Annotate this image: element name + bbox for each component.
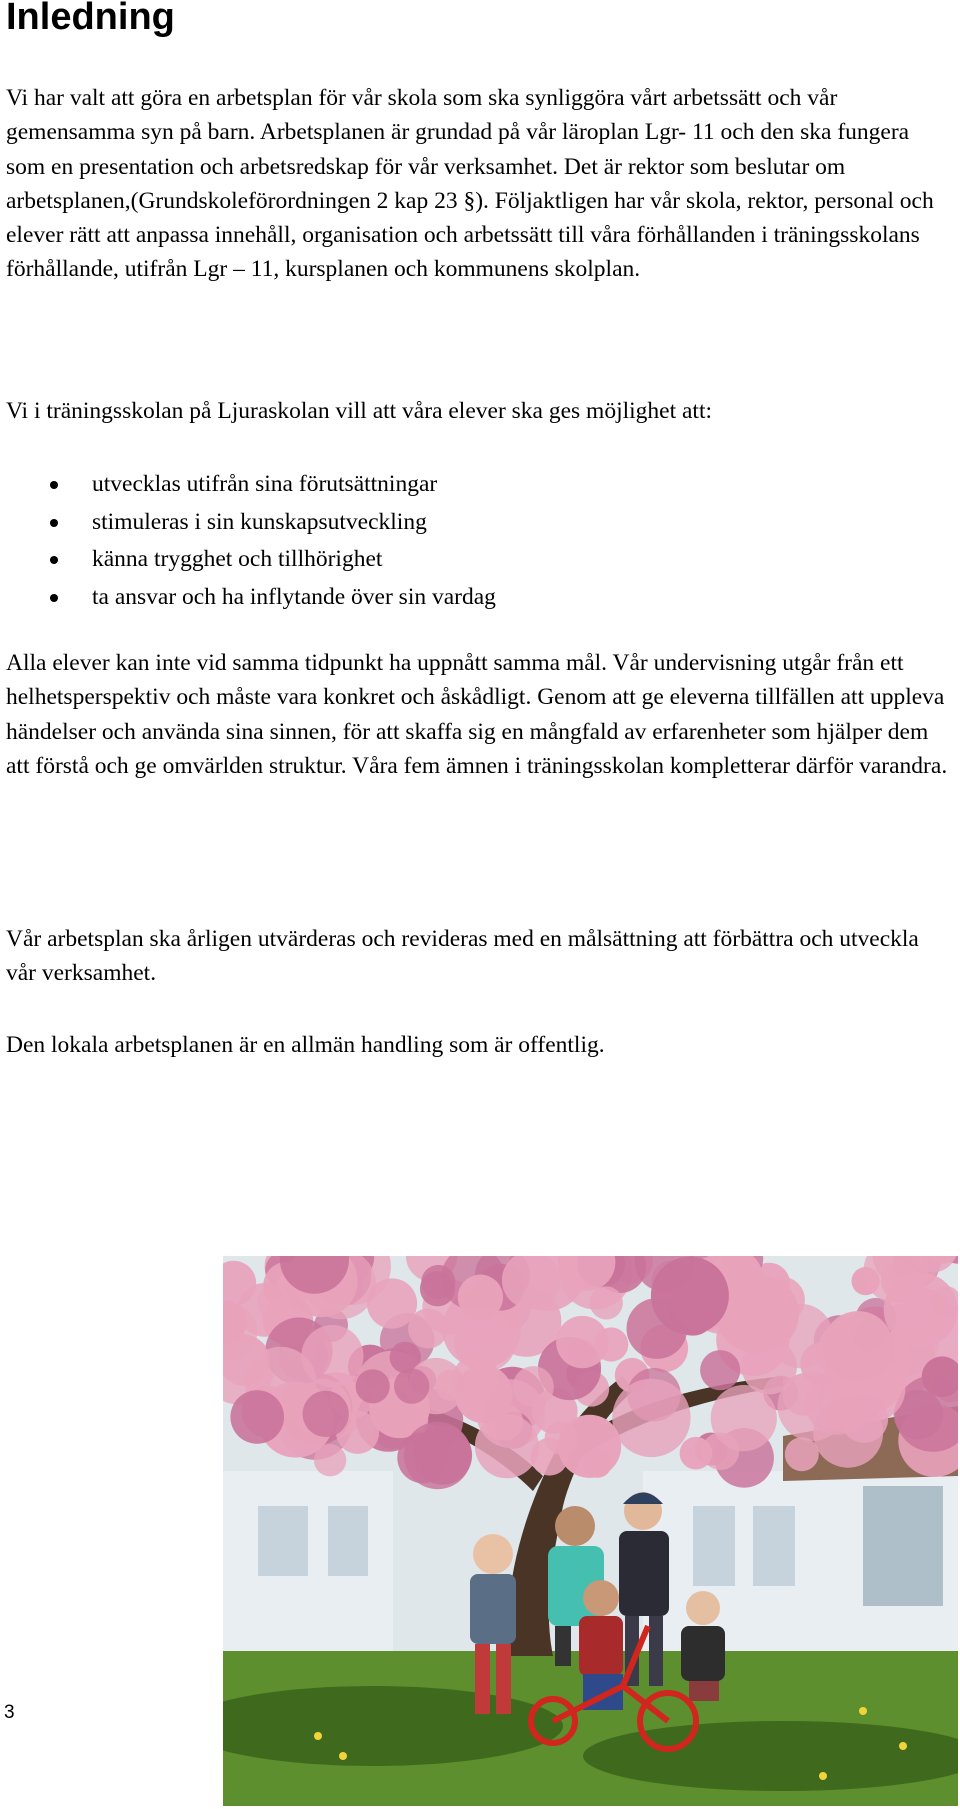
blossom-cluster	[813, 1398, 883, 1468]
goal-text: ta ansvar och ha inflytande över sin vardag	[92, 583, 496, 610]
bullet-icon	[50, 481, 58, 489]
blossom-cluster	[356, 1369, 390, 1403]
bullet-icon	[50, 594, 58, 602]
blossom-cluster	[420, 1271, 455, 1306]
blossom-cluster	[556, 1316, 608, 1368]
page-title: Inledning	[6, 0, 175, 38]
bullet-icon	[50, 519, 58, 527]
goals-intro-paragraph: Vi i träningsskolan på Ljuraskolan vill att våra elever ska ges möjlighet att:	[6, 398, 713, 424]
children-under-cherry-tree-image	[223, 1256, 958, 1806]
blossom-cluster	[590, 1286, 623, 1319]
blossom-cluster	[711, 1385, 777, 1451]
blossom-cluster	[680, 1437, 713, 1470]
goal-text: stimuleras i sin kunskapsutveckling	[92, 508, 427, 535]
school-photo	[223, 1256, 958, 1806]
blossom-cluster	[700, 1350, 740, 1390]
list-item	[0, 579, 496, 617]
teaching-paragraph: Alla elever kan inte vid samma tidpunkt ha uppnått samma mål. Vår undervisning utgår från ett helhetsperspektiv och måste vara konkret och åskådligt. Genom att ge eleverna tillfällen att uppleva händelser och använda sina sinnen, för att skaffa sig en mångfald av erfarenheter som hjälper dem att förstå och ge omvärlden struktur. Våra fem ämnen i träningsskolan kompletterar därför varandra.	[6, 650, 948, 779]
intro-paragraph: Vi har valt att göra en arbetsplan för vår skola som ska synliggöra vårt arbetssätt och vår gemensamma syn på barn. Arbetsplanen är grundad på vår läroplan Lgr- 11 och den ska fungera som en presentation och arbetsredskap för vår verksamhet. Det är rektor som beslutar om arbetsplanen,(Grundskoleförordningen 2 kap 23 §). Följaktligen har vår skola, rektor, personal och elever rätt att anpassa innehåll, organisation och arbetssätt till våra förhållanden i träningsskolans förhållande, utifrån Lgr – 11, kursplanen och kommunens skolplan.	[6, 85, 934, 283]
blossom-cluster	[367, 1278, 417, 1328]
blossom-cluster	[545, 1421, 579, 1455]
blossom-cluster	[785, 1437, 819, 1471]
blossom-cluster	[459, 1388, 488, 1417]
blossom-cluster	[651, 1257, 729, 1335]
goal-text: känna trygghet och tillhörighet	[92, 546, 383, 572]
blossom-cluster	[397, 1432, 448, 1483]
blossom-cluster	[394, 1368, 429, 1403]
list-item	[0, 504, 496, 542]
blossom-cluster	[303, 1391, 349, 1437]
blossom-cluster	[823, 1311, 894, 1382]
blossom-cluster	[230, 1390, 284, 1444]
goal-text: utvecklas utifrån sina förutsättningar	[92, 471, 438, 497]
house-left	[223, 1471, 393, 1671]
evaluation-paragraph: Vår arbetsplan ska årligen utvärderas och revideras med en målsättning att förbättra och utveckla vår verksamhet.	[6, 926, 919, 987]
public-document-paragraph: Den lokala arbetsplanen är en allmän handling som är offentlig.	[6, 1032, 605, 1058]
blossom-cluster	[513, 1366, 554, 1407]
bullet-icon	[50, 556, 58, 564]
page-number: 3	[4, 1702, 15, 1723]
blossom-cluster	[583, 1449, 612, 1478]
goals-list	[0, 466, 496, 616]
list-item	[0, 466, 496, 504]
blossom-cluster	[301, 1325, 363, 1387]
list-item	[0, 541, 496, 579]
blossom-cluster	[458, 1275, 503, 1320]
blossom-cluster	[612, 1379, 690, 1457]
blossom-cluster	[257, 1285, 293, 1321]
